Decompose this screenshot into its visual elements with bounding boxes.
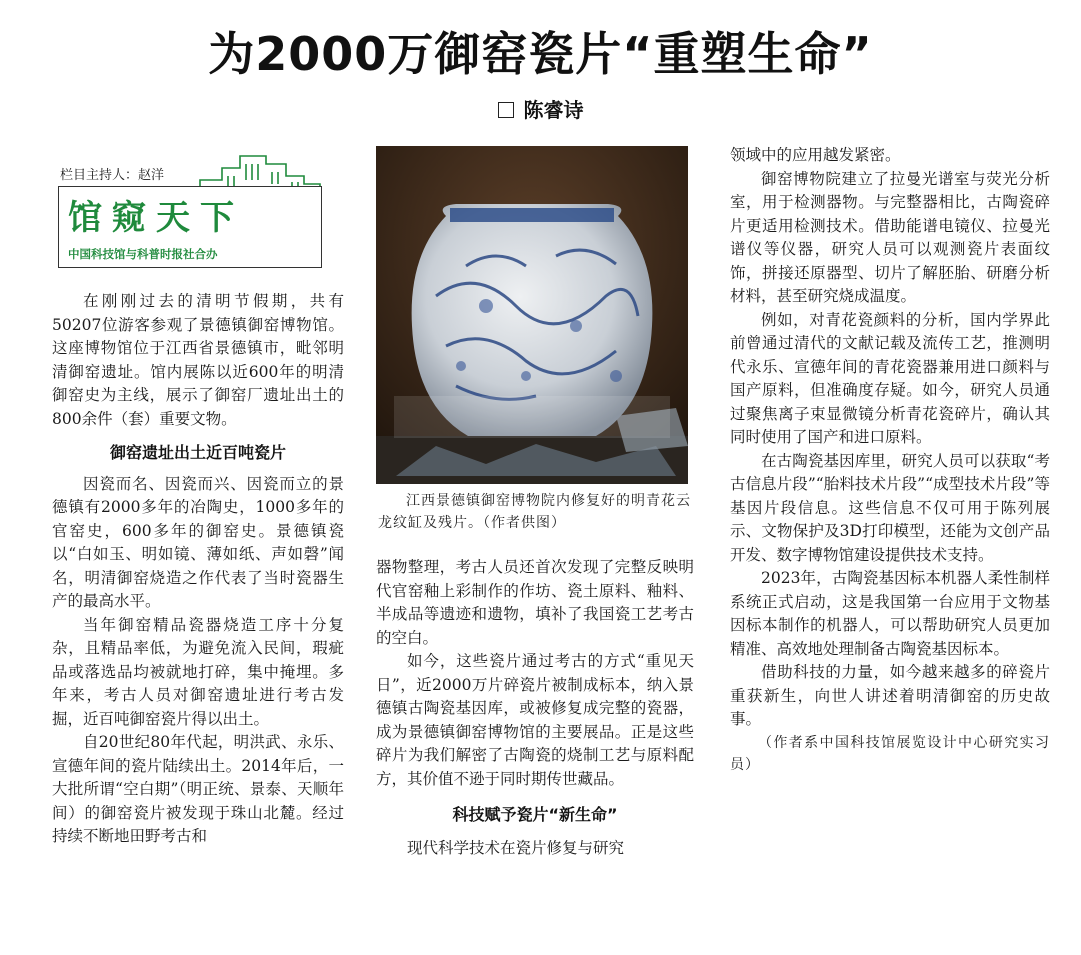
subheading-1: 御窑遗址出土近百吨瓷片 bbox=[109, 443, 286, 462]
byline-box-icon bbox=[498, 102, 514, 118]
author-name: 陈睿诗 bbox=[523, 98, 584, 122]
paragraph: 器物整理，考古人员还首次发现了完整反映明代官窑釉上彩制作的作坊、瓷土原料、釉料、半成品等遗迹和遗物，填补了我国瓷工艺考古的空白。 bbox=[376, 558, 694, 647]
byline bbox=[0, 94, 1081, 123]
text-column-2 bbox=[376, 556, 694, 860]
vase-photo bbox=[376, 146, 688, 484]
paragraph: 自20世纪80年代起，明洪武、永乐、宣德年间的瓷片陆续出土。2014年后，一大批所谓“空白期”（明正统、景泰、天顺年间）的御窑瓷片被发现于珠山北麓。经过持续不断地田野考古和 bbox=[52, 733, 344, 845]
column-badge bbox=[54, 150, 326, 272]
column-host: 栏目主持人：赵洋 bbox=[60, 168, 165, 183]
paragraph: 例如，对青花瓷颜料的分析，国内学界此前曾通过清代的文献记载及流传工艺，推测明代永乐、宣德年间的青花瓷器兼用进口颜料与国产原料，但准确度存疑。如今，研究人员通过聚焦离子束显微镜分析青花瓷碎片，确认其同时使用了国产和进口原料。 bbox=[730, 310, 1050, 446]
photo-caption: 江西景德镇御窑博物院内修复好的明青花云龙纹缸及残片。（作者供图） bbox=[378, 493, 691, 531]
paragraph: 如今，这些瓷片通过考古的方式“重见天日”，近2000万片碎瓷片被制成标本，纳入景德镇古陶瓷基因库，或被修复成完整的瓷器，成为景德镇御窑博物馆的主要展品。正是这些碎片为我们解密了古陶瓷的烧制工艺与原料配方，其价值不逊于同时期传世藏品。 bbox=[376, 652, 694, 788]
text-column-1 bbox=[52, 290, 344, 849]
paragraph: 领域中的应用越发紧密。 bbox=[730, 146, 901, 164]
paragraph: 2023年，古陶瓷基因标本机器人柔性制样系统正式启动，这是我国第一台应用于文物基因标本制作的机器人，可以帮助研究人员更加精准、高效地处理制备古陶瓷基因标本。 bbox=[730, 569, 1050, 658]
paragraph: 因瓷而名、因瓷而兴、因瓷而立的景德镇有2000多年的冶陶史，1000多年的官窑史，600多年的御窑史。景德镇瓷以“白如玉、明如镜、薄如纸、声如磬”闻名，明清御窑烧造之作代表了当时瓷器生产的最高水平。 bbox=[52, 474, 344, 610]
author-credit: （作者系中国科技馆展览设计中心研究实习员） bbox=[730, 734, 1050, 773]
paragraph: 御窑博物院建立了拉曼光谱室与荧光分析室，用于检测器物。与完整器相比，古陶瓷碎片更适用检测技术。借助能谱电镜仪、拉曼光谱仪等仪器，研究人员可以观测瓷片表面纹饰，拼接还原器型、切片了解胚胎、研磨分析材料，甚至研究烧成温度。 bbox=[730, 169, 1050, 305]
paragraph: 在刚刚过去的清明节假期，共有50207位游客参观了景德镇御窑博物馆。这座博物馆位于江西省景德镇市，毗邻明清御窑遗址。馆内展陈以近600年的明清御窑史为主线，展示了御窑厂遗址出土的800余件（套）重要文物。 bbox=[52, 292, 344, 428]
text-column-3 bbox=[730, 144, 1050, 776]
headline: 为2000万御窑瓷片“重塑生命” bbox=[208, 27, 873, 81]
column-name: 馆窥天下 bbox=[68, 198, 244, 238]
column-cooperation: 中国科技馆与科普时报社合办 bbox=[68, 247, 218, 261]
paragraph: 现代科学技术在瓷片修复与研究 bbox=[407, 838, 625, 857]
paragraph: 在古陶瓷基因库里，研究人员可以获取“考古信息片段”“胎料技术片段”“成型技术片段”等基因片段信息。这些信息不仅可用于陈列展示、文物保护及3D打印模型，还能为文创产品开发、数字博物馆建设提供技术支持。 bbox=[730, 451, 1050, 564]
paragraph: 借助科技的力量，如今越来越多的碎瓷片重获新生，向世人讲述着明清御窑的历史故事。 bbox=[730, 663, 1050, 728]
blue-white-jar-image bbox=[376, 146, 688, 484]
paragraph: 当年御窑精品瓷器烧造工序十分复杂，且精品率低，为避免流入民间，瑕疵品或落选品均被就地打碎，集中掩埋。多年来，考古人员对御窑遗址进行考古发掘，近百吨御窑瓷片得以出土。 bbox=[52, 615, 344, 728]
subheading-2: 科技赋予瓷片“新生命” bbox=[452, 805, 618, 824]
